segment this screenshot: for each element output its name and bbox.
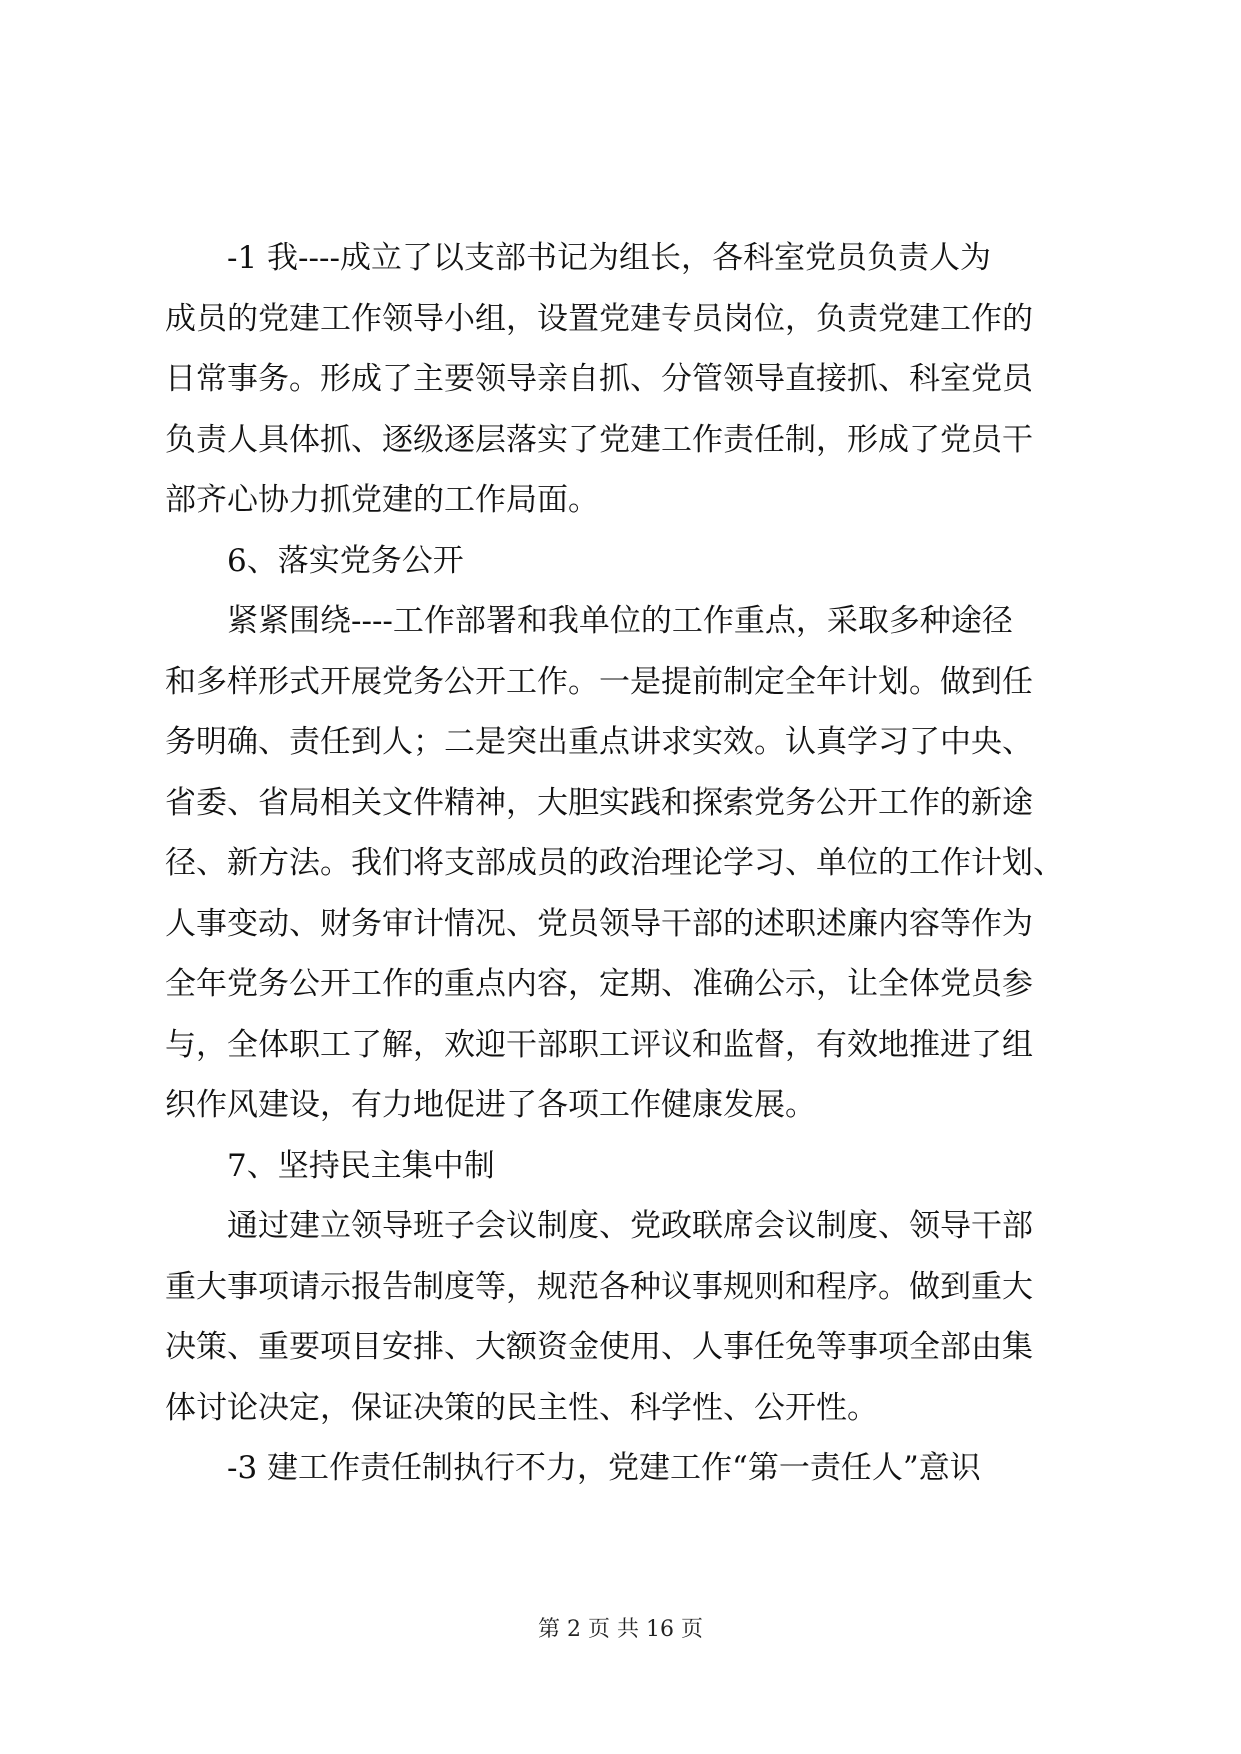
text-line-4: 负责人具体抓、逐级逐层落实了党建工作责任制，形成了党员干 (165, 421, 1033, 458)
section-heading-7: 7、坚持民主集中制 (165, 1147, 495, 1184)
text-line-3: 日常事务。形成了主要领导亲自抓、分管领导直接抓、科室党员 (165, 361, 1033, 397)
text-line-18: 重大事项请示报告制度等，规范各种议事规则和程序。做到重大 (165, 1268, 1033, 1305)
text-line-15: 织作风建设，有力地促进了各项工作健康发展。 (165, 1087, 816, 1123)
text-line-5: 部齐心协力抓党建的工作局面。 (165, 482, 599, 518)
text-line-11: 径、新方法。我们将支部成员的政治理论学习、单位的工作计划、 (165, 845, 1064, 881)
text-line-7: 紧紧围绕----工作部署和我单位的工作重点，采取多种途径 (165, 603, 1013, 639)
text-line-2: 成员的党建工作领导小组，设置党建专员岗位，负责党建工作的 (165, 300, 1033, 337)
page-number-footer: 第 2 页 共 16 页 (538, 1617, 703, 1642)
text-line-8: 和多样形式开展党务公开工作。一是提前制定全年计划。做到任 (165, 663, 1033, 700)
text-line-21: -3 建工作责任制执行不力，党建工作“第一责任人”意识 (165, 1450, 981, 1486)
text-line-17: 通过建立领导班子会议制度、党政联席会议制度、领导干部 (165, 1208, 1033, 1244)
document-body (165, 228, 1081, 1499)
text-line-12: 人事变动、财务审计情况、党员领导干部的述职述廉内容等作为 (165, 905, 1033, 942)
text-line-13: 全年党务公开工作的重点内容，定期、准确公示，让全体党员参 (165, 966, 1033, 1002)
text-line-9: 务明确、责任到人；二是突出重点讲求实效。认真学习了中央、 (165, 724, 1033, 760)
text-line-10: 省委、省局相关文件精神，大胆实践和探索党务公开工作的新途 (165, 784, 1033, 821)
text-line-19: 决策、重要项目安排、大额资金使用、人事任免等事项全部由集 (165, 1329, 1033, 1365)
text-line-1: -1 我----成立了以支部书记为组长，各科室党员负责人为 (165, 240, 991, 276)
section-heading-6: 6、落实党务公开 (165, 542, 464, 579)
text-line-14: 与，全体职工了解，欢迎干部职工评议和监督，有效地推进了组 (165, 1026, 1033, 1063)
text-line-20: 体讨论决定，保证决策的民主性、科学性、公开性。 (165, 1389, 878, 1426)
